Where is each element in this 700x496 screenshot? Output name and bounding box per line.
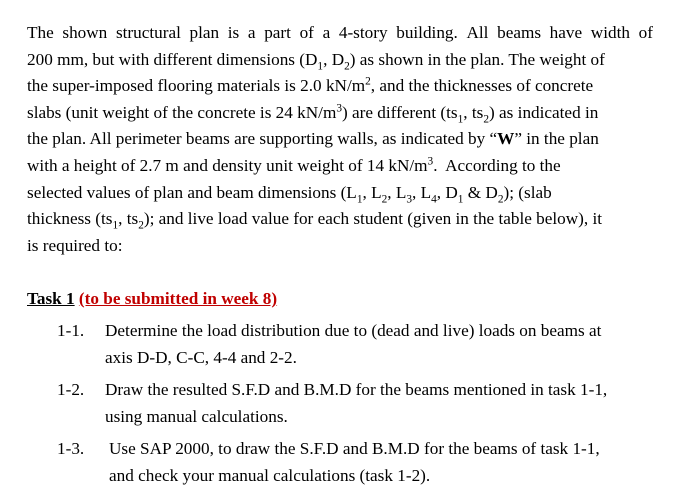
text-run: , D [323, 49, 345, 69]
subscript: 1 [317, 60, 324, 73]
task-text [109, 436, 661, 489]
subscript: 1 [457, 193, 464, 205]
task-label: Task 1 [27, 289, 75, 308]
task-submission-note: (to be submitted in week 8) [78, 289, 278, 308]
word: is [227, 23, 240, 42]
text-run: & D [463, 182, 498, 202]
paragraph-line-5 [27, 126, 653, 153]
word: of [638, 23, 653, 42]
task-line: and check your manual calculations (task 1-2). [109, 465, 431, 485]
text-run: selected values of plan and beam dimensions (L [27, 182, 357, 202]
subscript: 2 [138, 219, 144, 232]
text-run: ) as indicated in [489, 102, 599, 122]
text-run: slabs (unit weight of the concrete is 24 kN/m [27, 102, 337, 122]
superscript: 3 [427, 155, 434, 168]
text-run: , L [412, 182, 432, 202]
text-run: ) as shown in the plan. The weight of [349, 49, 605, 69]
word: The [27, 23, 54, 42]
problem-paragraph [27, 20, 653, 259]
task-line: using manual calculations. [105, 406, 288, 426]
subscript: 1 [457, 113, 464, 126]
line-text [27, 126, 599, 153]
task-line: Use SAP 2000, to draw the S.F.D and B.M.D for the beams of task 1-1, [109, 439, 600, 458]
task-line: Determine the load distribution due to (dead and live) loads on beams at [105, 321, 602, 340]
paragraph-line-1 [27, 20, 653, 47]
task-number: 1-3. [57, 439, 85, 458]
word: a [247, 23, 256, 42]
text-run: , L [387, 182, 407, 202]
text-run: , ts [118, 209, 139, 229]
line-text [27, 206, 602, 233]
line-text [27, 73, 593, 100]
line-text [27, 180, 552, 207]
subscript: 2 [483, 113, 490, 126]
word: beams [497, 23, 542, 42]
text-run: is required to: [27, 235, 123, 255]
text-run: ); and live load value for each student (given in the table below), it [143, 209, 603, 229]
word: part [264, 23, 291, 42]
text-run: . According to the [433, 155, 561, 175]
word: building. [396, 23, 458, 42]
paragraph-line-7 [27, 180, 653, 207]
task-text [105, 318, 657, 371]
word: of [299, 23, 314, 42]
subscript: 4 [431, 193, 437, 205]
text-run: , ts [463, 102, 484, 122]
superscript: 2 [365, 75, 371, 88]
text-run: with a height of 2.7 m and density unit weight of 14 kN/m [27, 155, 428, 175]
subscript: 1 [112, 219, 119, 232]
line-text [27, 47, 605, 74]
line-text [27, 100, 598, 127]
line-text [27, 153, 561, 180]
word: shown [62, 23, 108, 42]
word: All [466, 23, 489, 42]
subscript: 1 [356, 193, 363, 205]
task-line: axis D-D, C-C, 4-4 and 2-2. [105, 347, 297, 367]
word: structural [115, 23, 181, 42]
paragraph-line-2 [27, 47, 653, 74]
paragraph-line-9 [27, 233, 653, 260]
word: width [590, 23, 630, 42]
word: 4-story [338, 23, 388, 42]
paragraph-line-4 [27, 100, 653, 127]
word: have [549, 23, 583, 42]
word: a [322, 23, 331, 42]
text-run: ” in the plan [514, 129, 599, 149]
text-run: , D [436, 182, 458, 202]
text-run: , and the thicknesses of concrete [370, 76, 594, 96]
subscript: 2 [344, 60, 350, 73]
subscript: 2 [381, 193, 388, 205]
bold-text: W [497, 129, 515, 149]
task-number: 1-1. [57, 321, 85, 340]
paragraph-line-3 [27, 73, 653, 100]
subscript: 2 [497, 193, 504, 205]
text-run: the super-imposed flooring materials is 2.0 kN/m [27, 76, 366, 96]
task-text [105, 377, 657, 430]
subscript: 3 [406, 193, 413, 205]
text-run: the plan. All perimeter beams are supporting walls, as indicated by “ [27, 129, 498, 149]
superscript: 3 [336, 102, 342, 115]
paragraph-line-6 [27, 153, 653, 180]
text-run: 200 mm, but with different dimensions (D [27, 49, 318, 69]
text-run: ) are different (ts [341, 102, 458, 122]
task-line: Draw the resulted S.F.D and B.M.D for the beams mentioned in task 1-1, [105, 380, 608, 399]
word: plan [189, 23, 220, 42]
paragraph-line-8 [27, 206, 653, 233]
text-run: , L [362, 182, 382, 202]
task-number: 1-2. [57, 380, 85, 399]
text-run: ); (slab [503, 182, 552, 202]
text-run: thickness (ts [27, 209, 113, 229]
task-heading [27, 287, 277, 311]
